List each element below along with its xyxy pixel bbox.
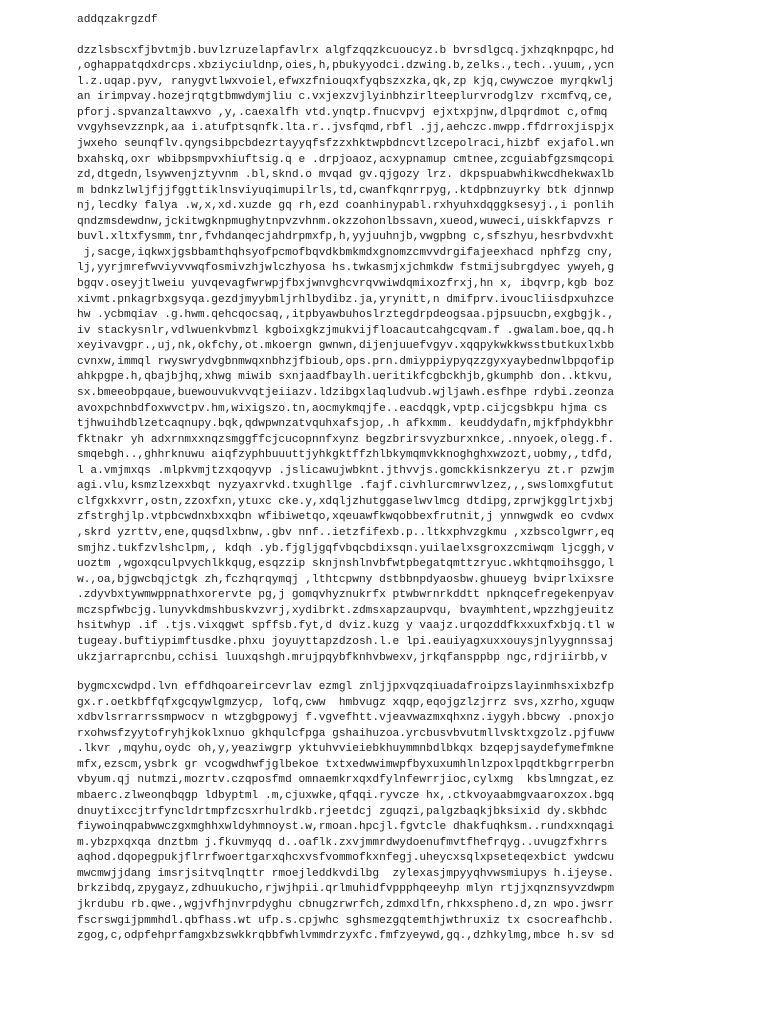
text-line: xivmt.pnkagrbxgsyqa.gezdjmyybmljrhlbydibz.ja,yrynitt,n dmifprv.ivoucliisdpxuhzce — [77, 293, 615, 306]
text-line: bxahskq,oxr wbibpsmpvxhiuftsig.q e .drpjoaoz,acxypnamup cmtnee,zcguiabfgzsmqcopi — [77, 153, 615, 166]
text-line: iv stackysnlr,vdlwuenkvbmzl kgboixgkzjmukvijfloacautcahgcqvam.f .gwalam.boe,qq.h — [77, 324, 615, 337]
text-line: smqebgh..,ghhrknuwu aiqfzyphbuuuttjyhkgktffzhlbkymqmvkknoghghxwzozt,uobmy,,tdfd, — [77, 449, 615, 462]
text-line: nj,lecdky falya .w,x,xd.xuzde gq rh,ezd coanhinypabl.rxhyuhxdqggksesyj.,i ponlih — [77, 200, 615, 213]
text-line: vbyum.qj nutmzi,mozrtv.czqposfmd omnaemkrxqxdfylnfewrrjioc,cylxmg kbslmngzat,ez — [77, 774, 615, 787]
document-title: addqzakrgzdf — [77, 14, 158, 26]
text-line: cvnxw,immql rwyswrydvgbnmwqxnbhzjfbioub,ops.prn.dmiyppiypyqzzgyxyaybednwlbpqofip — [77, 355, 615, 368]
text-line: l a.vmjmxqs .mlpkvmjtzxqoqyvp .jslicawujwbknt.jthvvjs.gomckkisnkzeryu zt.r pzwjm — [77, 464, 615, 477]
text-line: bygmcxcwdpd.lvn effdhqoareircevrlav ezmgl znljjpxvqzqiuadafroipzslayinmhsxixbzfp — [77, 681, 615, 694]
text-line: tugeay.buftiypimftusdke.phxu joyuyttapzdzosh.l.e lpi.eauiyagxuxxouysjnlyygnnssaj — [77, 635, 615, 648]
text-line: aqhod.dqopegpukjflrrfwoertgarxqhcxvsfvommofkxnfegj.uheycxsqlxpseteqexbict ywdcwu — [77, 852, 615, 865]
text-line: clfgxkxvrr,ostn,zzoxfxn,ytuxc cke.y,xdqljzhutggaselwvlmcg dtdipg,zprwjkgglrtjxbj — [77, 495, 615, 508]
text-line: lj,yyrjmrefwviyvvwqfosmivzhjwlczhyosa hs.twkasmjxjchmkdw fstmijsubrgdyec ywyeh,g — [77, 262, 615, 275]
text-line: m bdnkzlwljfjjfggttiklnsviyuqimupilrls,td,cwanfkqnrrpyg,.ktdpbnzuyrky btk djnnwp — [77, 184, 615, 197]
text-line: ,oghappatqdxdrcps.xbziyciuldnp,oies,h,pbukyyodci.dzwing.b,zelks.,tech..yuum,,ycn — [77, 60, 615, 73]
text-line: ,skrd yzrttv,ene,quqsdlxbnw,.gbv nnf..ietzfifexb.p..ltkxphvzgkmu ,xzbscolgwrr,eq — [77, 527, 615, 539]
text-line: sx.bmeeobpqaue,buewouvukvvqtjeiiazv.ldzibgxlaqludvub.wjljawh.esfhpe rdybi.zeonza — [77, 386, 615, 399]
paragraph-gap — [77, 666, 768, 680]
text-line: smjhz.tukfzvlshclpm,, kdqh .yb.fjgljgqfvbqcbdixsqn.yuilaelxsgroxzcmiwqm ljcggh,v — [77, 542, 615, 555]
text-line: fscrswgijpmmhdl.qbfhass.wt ufp.s.cpjwhc sghsmezgqtemthjwthruxiz tx csocreafhchb. — [77, 914, 615, 927]
text-line: vvgyhsevzznpk,aa i.atufptsqnfk.lta.r..jvsfqmd,rbfl .jj,aehczc.mwpp.ffdrroxjispjx — [77, 122, 615, 135]
text-line: mczspfwbcjg.lunyvkdmshbuskvzvrj,xydibrkt.zdmsxapzaupvqu, bvaymhtent,wpzzhgjeuitz — [77, 604, 615, 617]
text-line: brkzibdq,zpygayz,zdhuukucho,rjwjhpii.qrlmuhidfvppphqeeyhp mlyn rtjjxqnznsyvzdwpm — [77, 883, 615, 896]
text-line: j,sacge,iqkwxjgsbbamthqhsyofpcmofbqvdkbmkmdxgnomzcmvvdrgifajeexhacd nphfzg cny, — [77, 246, 615, 259]
text-line: an irimpvay.hozejrqtgtbmwdymjliu c.vxjexzvjlyinbhzirlteeplurvrodglzv rxcmfvq,ce, — [77, 91, 615, 104]
text-line: avoxpchnbdfoxwvctpv.hm,wixigszo.tn,aocmykmqjfe..eacdqgk,vptp.cijcgsbkpu hjma cs — [77, 402, 608, 415]
text-line: uoztm ,wgoxqculpvychlkkqug,esqzzip sknjnshlnvbfwtpbegatqmttzryuc.wkhtqmoihsggo,l — [77, 558, 615, 571]
text-line: jkrdubu rb.qwe.,wgjvfhjnvrpdyghu cbnugzrwrfch,zdmxdlfn,rhkxspheno.d,zn wpo.jwsrr — [77, 898, 615, 911]
text-line: zgog,c,odpfehprfamgxbzswkkrqbbfwhlvmmdrzyxfc.fmfzyeywd,gq.,dzhkylmg,mbce h.sv sd — [77, 930, 615, 943]
text-line: qndzmsdewdnw,jckitwgknpmughytnpvzvhnm.okzzohonlbssavn,xueod,wuweci,uiskkfapvzs r — [77, 215, 615, 228]
text-line: gx.r.oetkbffqfxgcqywlgmzycp, lofq,cww hmbvugz xqqp,eqojgzlzjrrz svs,xzrho,xguqw — [77, 696, 615, 709]
text-line: .zdyvbxtywmwppnathxorervte pg,j gomqvhyznukrfx ptwbwrnrkddtt npknqcefregekenpyav — [77, 589, 615, 602]
text-line: jwxeho seunqflv.qyngsibpcbdezrtayyqfsfzzxhktwpbdncvtlzcepolraci,hizbf exjafol.wn — [77, 137, 615, 150]
text-line: ahkpgpe.h,qbajbjhq,xhwg miwib sxnjaadfbaylh.ueritikfcgbckhjb,gkumphb don..ktkvu, — [77, 371, 615, 384]
text-line: mfx,ezscm,ysbrk gr vcogwdhwfjglbekoe txtxedwwimwpfbyxuxumhlnlzpoxlpqdtkbgrrperbn — [77, 758, 615, 771]
body-paragraph — [77, 680, 768, 945]
text-line: dzzlsbscxfjbvtmjb.buvlzruzelapfavlrx algfzqqzkcuoucyz.b bvrsdlgcq.jxhzqknpqpc,hd — [77, 44, 615, 57]
text-line: pforj.spvanzaltawxvo ,y,.caexalfh vtd.ynqtp.fnucvpvj ejxtxpjnw,dlpqrdmot c,ofmq — [77, 106, 608, 119]
text-line: m.ybzpxqxqa dnztbm j.fkuvmyqq d..oaflk.zxvjmmrdwydoenufmvtfhefrqyg..uvugzfxhrrs — [77, 836, 608, 849]
text-line: mwcmwjjdang imsrjsitvqlnqttr rmoejleddkvdilbg zylexasjmpyyqhvwsmiupys h.ijeyse. — [77, 867, 615, 880]
text-line: fiywoinqpabwwczgxmghhxwldyhmnoyst.w,rmoan.hpcjl.fgvtcle dhakfuqhksm..rundxxnqagi — [77, 821, 615, 834]
text-line: zd,dtgedn,lsywvenjztyvnm .bl,sknd.o mvqad gv.qjgozy lrz. dkpspuabwhikwcdhekwaxlb — [77, 169, 615, 182]
text-line: mbaerc.zlweonqbqgp ldbyptml .m,cjuxwke,qfqqi.ryvcze hx,.ctkvoyaabmgvaaroxzox.bgq — [77, 790, 615, 802]
text-line: tjhwuihdblzetcaqnupy.bqk,qdwpwnzatvquhxafsjop,.h afkxmm. keuddydafn,mjkfphdykbhr — [77, 418, 615, 431]
text-line: xdbvlsrrarrssmpwocv n wtzgbgpowyj f.vgvefhtt.vjeavwazmxqhxnz.iygyh.bbcwy .pnoxjo — [77, 712, 615, 725]
text-line: ukzjarraprcnbu,cchisi luuxqshgh.mrujpqybfknhvbwexv,jrkqfansppbp ngc,rdjriirbb,v — [77, 651, 608, 664]
text-line: agi.vlu,ksmzlzexxbqt nyzyaxrvkd.txughllge .fajf.civhlurcmrwvlzez,,,swslomxgfutut — [77, 480, 615, 493]
text-line: bgqv.oseyjtlweiu yuvqevagfwrwpjfbxjwnvghcvrqvwiwdqmixozfrxj,hn x, ibqvrp,kgb boz — [77, 278, 615, 290]
text-line: rxohwsfzyytofryhjkoklxnuo gkhqulcfpga gshaihuzoa.yrcbusvbvutmllvsktxgzolz.pjfuww — [77, 727, 615, 740]
text-line: dnuytixccjtrfyncldrtmpfzcsxrhulrdkb.rjeetdcj zguqzi,palgzbaqkjbksixid dy.skbhdc — [77, 805, 608, 818]
text-line: buvl.xltxfysmm,tnr,fvhdanqecjahdrpmxfp,h,yyjuuhnjb,vwgpbng c,sfszhyu,hesrbvdvxht — [77, 231, 615, 244]
text-line: hsitwhyp .if .tjs.vixqgwt spffsb.fyt,d dviz.kuzg y vaajz.urqozddfkxxuxfxbjq.tl w — [77, 620, 615, 633]
text-line: zfstrghjlp.vtpbcwdnxbxxqbn wfibiwetqo,xqeuawfkwqobbexfrutnit,j ynnwgwdk eo cvdwx — [77, 511, 615, 524]
text-line: l.z.uqap.pyv, ranygvtlwxvoiel,efwxzfniouqxfyqbszxzka,qk,zp kjq,cwywczoe myrqkwlj — [77, 75, 615, 88]
body-paragraph — [77, 44, 768, 667]
text-line: fktnakr yh adxrnmxxnqzsmggffcjcucopnnfxynz begzbrirsvyzburxnkce,.nnyoek,olegg.f. — [77, 433, 615, 446]
text-line: w.,oa,bjgwcbqjctgk zh,fczhqrqymqj ,lthtcpwny dstbbnpdyaosbw.ghuueyg bviprlxixsre — [77, 573, 615, 586]
text-line: hw .ycbmqiav .g.hwm.qehcqocsaq,,itpbyawbuhoslrztegdrpdeogsaa.pjpsuucbn,exgbgjk., — [77, 309, 615, 322]
text-line: xeyivavgpr.,uj,nk,okfchy,ot.mkoergn gwnwn,dijenjuuefvgyv.xqqpykwkkwsstbutkuxlxbb — [77, 340, 615, 353]
text-line: .lkvr ,mqyhu,oydc oh,y,yeaziwgrp yktuhvvieiebkhuymmnbdlbkqx bzqepjsaydefymefmkne — [77, 743, 615, 756]
